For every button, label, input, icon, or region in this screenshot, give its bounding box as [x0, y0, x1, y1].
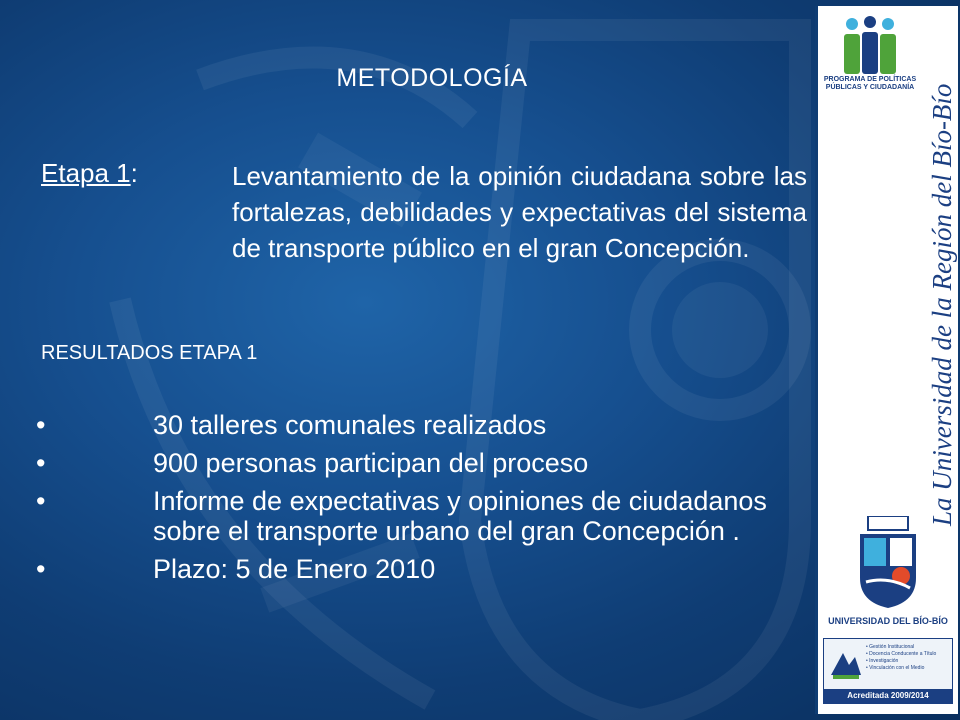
list-item [36, 554, 776, 584]
accreditation-item: • Investigación [866, 658, 899, 664]
list-item-text: Plazo: 5 de Enero 2010 [153, 554, 436, 584]
accreditation-label: Acreditada 2009/2014 [824, 689, 952, 703]
list-item-text: 900 personas participan del proceso [153, 448, 589, 478]
accreditation-item: • Docencia Conducente a Título [866, 651, 937, 657]
vertical-slogan [921, 76, 960, 536]
list-item-text: Informe de expectativas y opiniones de ciudadanos sobre el transporte urbano del gran Concepción . [153, 486, 767, 546]
etapa-description: Levantamiento de la opinión ciudadana sobre las fortalezas, debilidades y expectativas del sistema de transporte público en el gran Concepción. [232, 161, 807, 263]
slide-title: METODOLOGÍA [336, 64, 528, 92]
accreditation-item: • Vinculación con el Medio [866, 665, 925, 671]
results-list [36, 410, 776, 592]
program-logo-caption: PROGRAMA DE POLÍTICAS PÚBLICAS Y CIUDADANÍA [823, 76, 917, 91]
accreditation-logo-icon [829, 647, 863, 681]
etapa-separator: : [130, 158, 138, 188]
program-logo-icon [830, 14, 910, 78]
bullet-marker: • [36, 554, 46, 584]
list-item [36, 448, 776, 478]
university-sidebar [815, 6, 958, 714]
list-item-text: 30 talleres comunales realizados [153, 410, 547, 440]
university-crest-icon [856, 516, 920, 608]
vertical-slogan-text: La Universidad de la Región del Bío-Bío [927, 83, 957, 526]
accreditation-item: • Gestión Institucional [866, 644, 915, 650]
bullet-marker: • [36, 410, 46, 440]
accreditation-items [866, 644, 936, 672]
etapa-label [41, 158, 138, 189]
bullet-marker: • [36, 486, 46, 516]
list-item [36, 410, 776, 440]
results-heading: RESULTADOS ETAPA 1 [41, 342, 258, 364]
list-item [36, 486, 776, 546]
etapa-label-text: Etapa 1 [41, 158, 131, 188]
accreditation-badge [823, 638, 953, 704]
university-name: UNIVERSIDAD DEL BÍO-BÍO [828, 616, 948, 626]
bullet-marker: • [36, 448, 46, 478]
